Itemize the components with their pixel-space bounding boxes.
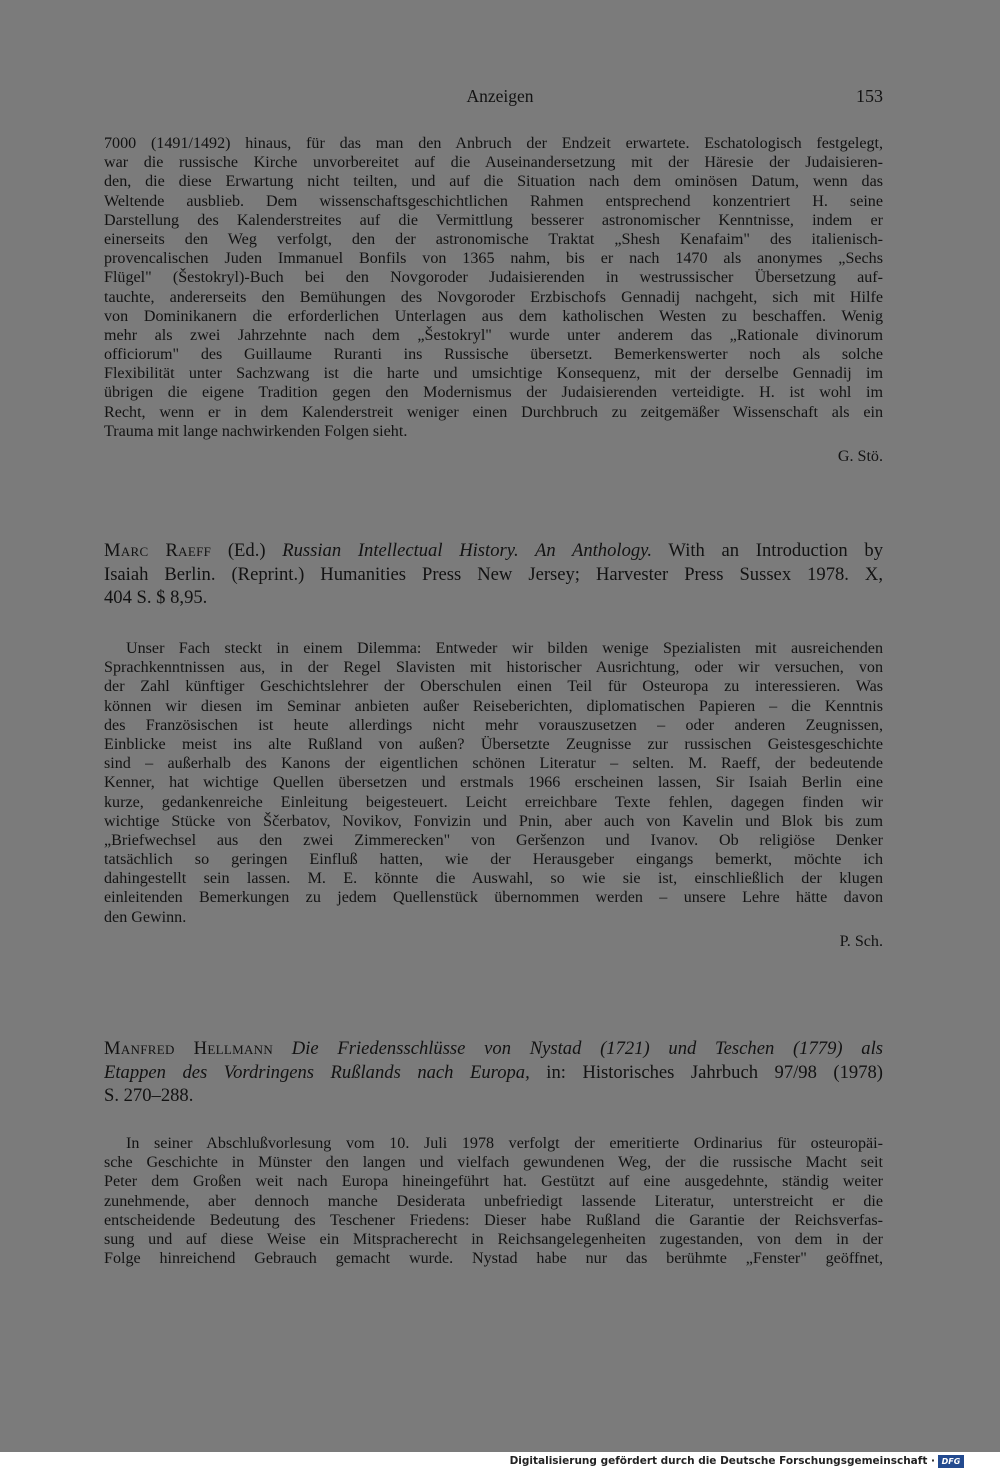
review-1-line: Trauma mit lange nachwirkenden Folgen sieht. [104, 422, 408, 440]
review-2-line: einleitenden Bemerkungen zu jedem Quellenstück übernommen werden – unsere Lehre hätte davon [104, 889, 883, 907]
review-3-entry-line [104, 1037, 883, 1061]
review-3-author: Manfred Hellmann [104, 1038, 274, 1059]
review-1-line: provencalischen Juden Immanuel Bonfils von 1365 nahm, bis er nach 1470 als anonymes „Sechs [104, 250, 883, 268]
review-3-line: sche Geschichte in Münster den langen und vielfach gewundenen Weg, der die russische Macht seit [104, 1154, 883, 1172]
review-1-line: Recht, wenn er in dem Kalenderstreit weniger einen Durchbruch zu zeitgemäßer Wissenschaft als ein [104, 403, 883, 421]
review-1-line: von Dominikanern die erforderlichen Unterlagen aus dem katholischen Westen zu beschaffen. Wenig [104, 307, 883, 325]
review-2-line: Einblicke meist ins alte Rußland von außen? Übersetzte Zeugnisse zur russischen Geistesgeschichte [104, 735, 883, 753]
review-3-entry-line: S. 270–288. [104, 1085, 194, 1107]
review-2-line: wichtige Stücke von Ščerbatov, Novikov, Fonvizin und Pnin, aber auch von Kavelin und Blok bis zum [104, 812, 883, 830]
review-1-line: 7000 (1491/1492) hinaus, für das man den Anbruch der Endzeit erwartete. Eschatologisch festgelegt, [104, 135, 883, 152]
review-2-line: des Französischen ist heute allerdings nicht mehr vorauszusetzen – oder anderen Zeugnissen, [104, 716, 883, 734]
review-3-text [104, 1134, 883, 1268]
review-2-entry-line [104, 539, 883, 563]
review-2-line: dahingestellt sein lassen. M. E. könnte die Auswahl, so wie sie ist, einschließlich der klugen [104, 870, 883, 888]
review-1-line: tauchte, andererseits den Bemühungen des Novgoroder Erzbischofs Gennadij nachgeht, sich mit Hilfe [104, 288, 883, 306]
footer-credit [510, 1453, 964, 1469]
review-3-line: sung und auf diese Weise ein Mitspracherecht in Reichsangelegenheiten zugestanden, von dem in der [104, 1230, 883, 1248]
dfg-logo: DFG [938, 1455, 964, 1468]
review-2-line: Sprachkenntnissen aus, in der Regel Slavisten mit historischer Ausrichtung, oder wir versuchen, von [104, 659, 883, 677]
review-1-line: officiorum" des Guillaume Ruranti ins Russische übersetzt. Bemerkenswerter noch als solche [104, 346, 883, 364]
review-2-entry [104, 539, 883, 610]
review-2-line: „Briefwechsel aus den zwei Zimmerecken" von Geršenzon und Ivanov. Ob religiöse Denker [104, 831, 883, 849]
page-number: 153 [856, 86, 883, 106]
review-3-entry [104, 1037, 883, 1108]
review-2-line: kurze, gedankenreiche Einleitung beigesteuert. Leicht erreichbare Texte fehlen, dagegen finden wir [104, 793, 883, 811]
review-2-line: Kenner, hat wichtige Quellen übersetzen und erstmals 1966 erscheinen lassen, Sir Isaiah Berlin eine [104, 774, 883, 792]
review-2-entry-line: Isaiah Berlin. (Reprint.) Humanities Press New Jersey; Harvester Press Sussex 1978. X, [104, 563, 883, 585]
review-3-entry-text: in: Historisches Jahrbuch 97/98 (1978) [529, 1061, 883, 1083]
review-1-line: Weltende ausblieb. Dem wissenschaftsgeschichtlichen Rahmen entsprechend konzentriert H. seine [104, 192, 883, 210]
footer-credit-text: Digitalisierung gefördert durch die Deutsche Forschungsgemeinschaft · [509, 1455, 935, 1467]
review-1-line: mehr als zwei Jahrzehnte nach dem „Šestokryl" wurde unter anderem das „Rationale divinorum [104, 326, 883, 344]
review-1-signature: G. Stö. [837, 448, 883, 465]
review-2-line: sind – außerhalb des Kanons der eigentlichen schönen Literatur – selten. M. Raeff, der bedeutende [104, 755, 883, 773]
review-2-line: der Zahl künftiger Geschichtslehrer der Oberschulen einen Teil für Osteuropa zu interessieren. Was [104, 678, 883, 696]
review-2-author: Marc Raeff [104, 540, 212, 561]
review-3-line: Peter dem Großen weit nach Europa hineingeführt hat. Gestützt auf eine ausgedehnte, ständig weiter [104, 1173, 883, 1191]
review-1-text [104, 134, 883, 441]
review-2-line: Unser Fach steckt in einem Dilemma: Entweder wir bilden wenige Spezialisten mit ausreichenden [126, 640, 883, 657]
review-3-line: Folge hinreichend Gebrauch gemacht wurde. Nystad habe nur das berühmte „Fenster" geöffnet, [104, 1250, 883, 1268]
running-title: Anzeigen [466, 86, 534, 106]
review-1-line: Darstellung des Kalenderstreites auf die Vermittlung besserer astronomischer Kenntnisse, indem er [104, 211, 883, 229]
review-2-signature: P. Sch. [839, 933, 883, 950]
review-1-line: übrigen die eigene Tradition gegen den Modernismus der Judaisierenden verteidigte. H. ist wohl im [104, 384, 883, 402]
review-2-line: tatsächlich so geringen Einfluß hatten, wie der Herausgeber eingangs bemerkt, möchte ich [104, 851, 883, 869]
review-3-line: zunehmende, aber dennoch manche Desiderata unbefriedigt lassende Literatur, unterstreicht er die [104, 1192, 883, 1210]
review-1-line: den, die diese Erwartung nicht teilten, und auf die Situation nach dem ominösen Datum, wenn das [104, 173, 883, 191]
review-2-entry-line: 404 S. $ 8,95. [104, 587, 208, 609]
review-2-entry-text: With an Introduction by [652, 540, 883, 561]
review-3-entry-line [104, 1061, 883, 1085]
review-1-line: Flügel" (Šestokryl)-Buch bei den Novgoroder Judaisierenden in westrussischer Übersetzung auf- [104, 269, 883, 287]
review-1-line: war die russische Kirche unvorbereitet auf die Auseinandersetzung mit der Häresie der Judaisieren- [104, 154, 883, 172]
review-2-line: den Gewinn. [104, 908, 187, 926]
digitization-footer [0, 1452, 1000, 1470]
review-2-book-title: Russian Intellectual History. An Anthology. [282, 540, 653, 561]
review-3-article-title: Die Friedensschlüsse von Nystad (1721) und Teschen (1779) als [291, 1038, 883, 1059]
running-head [0, 86, 1000, 110]
review-3-line: In seiner Abschlußvorlesung vom 10. Juli 1978 verfolgt der emeritierte Ordinarius für osteuropäi- [126, 1135, 883, 1152]
review-2-text [104, 639, 883, 927]
review-2-editor-note: (Ed.) [211, 540, 283, 561]
review-1-line: einerseits den Weg verfolgt, den der astronomische Traktat „Shesh Kenafaim" des italienisch- [104, 230, 883, 248]
review-3-article-title: Etappen des Vordringens Rußlands nach Europa, [104, 1061, 530, 1083]
review-2-line: können wir diesen im Seminar anbieten außer Reiseberichten, diplomatischen Papieren – die Kenntnis [104, 697, 883, 715]
review-1-line: Flexibilität unter Sachzwang ist die harte und umsichtige Konsequenz, mit der derselbe Gennadij im [104, 365, 883, 383]
review-3-line: entscheidende Bedeutung des Teschener Friedens: Dieser habe Rußland die Garantie der Reichsverfas- [104, 1211, 883, 1229]
